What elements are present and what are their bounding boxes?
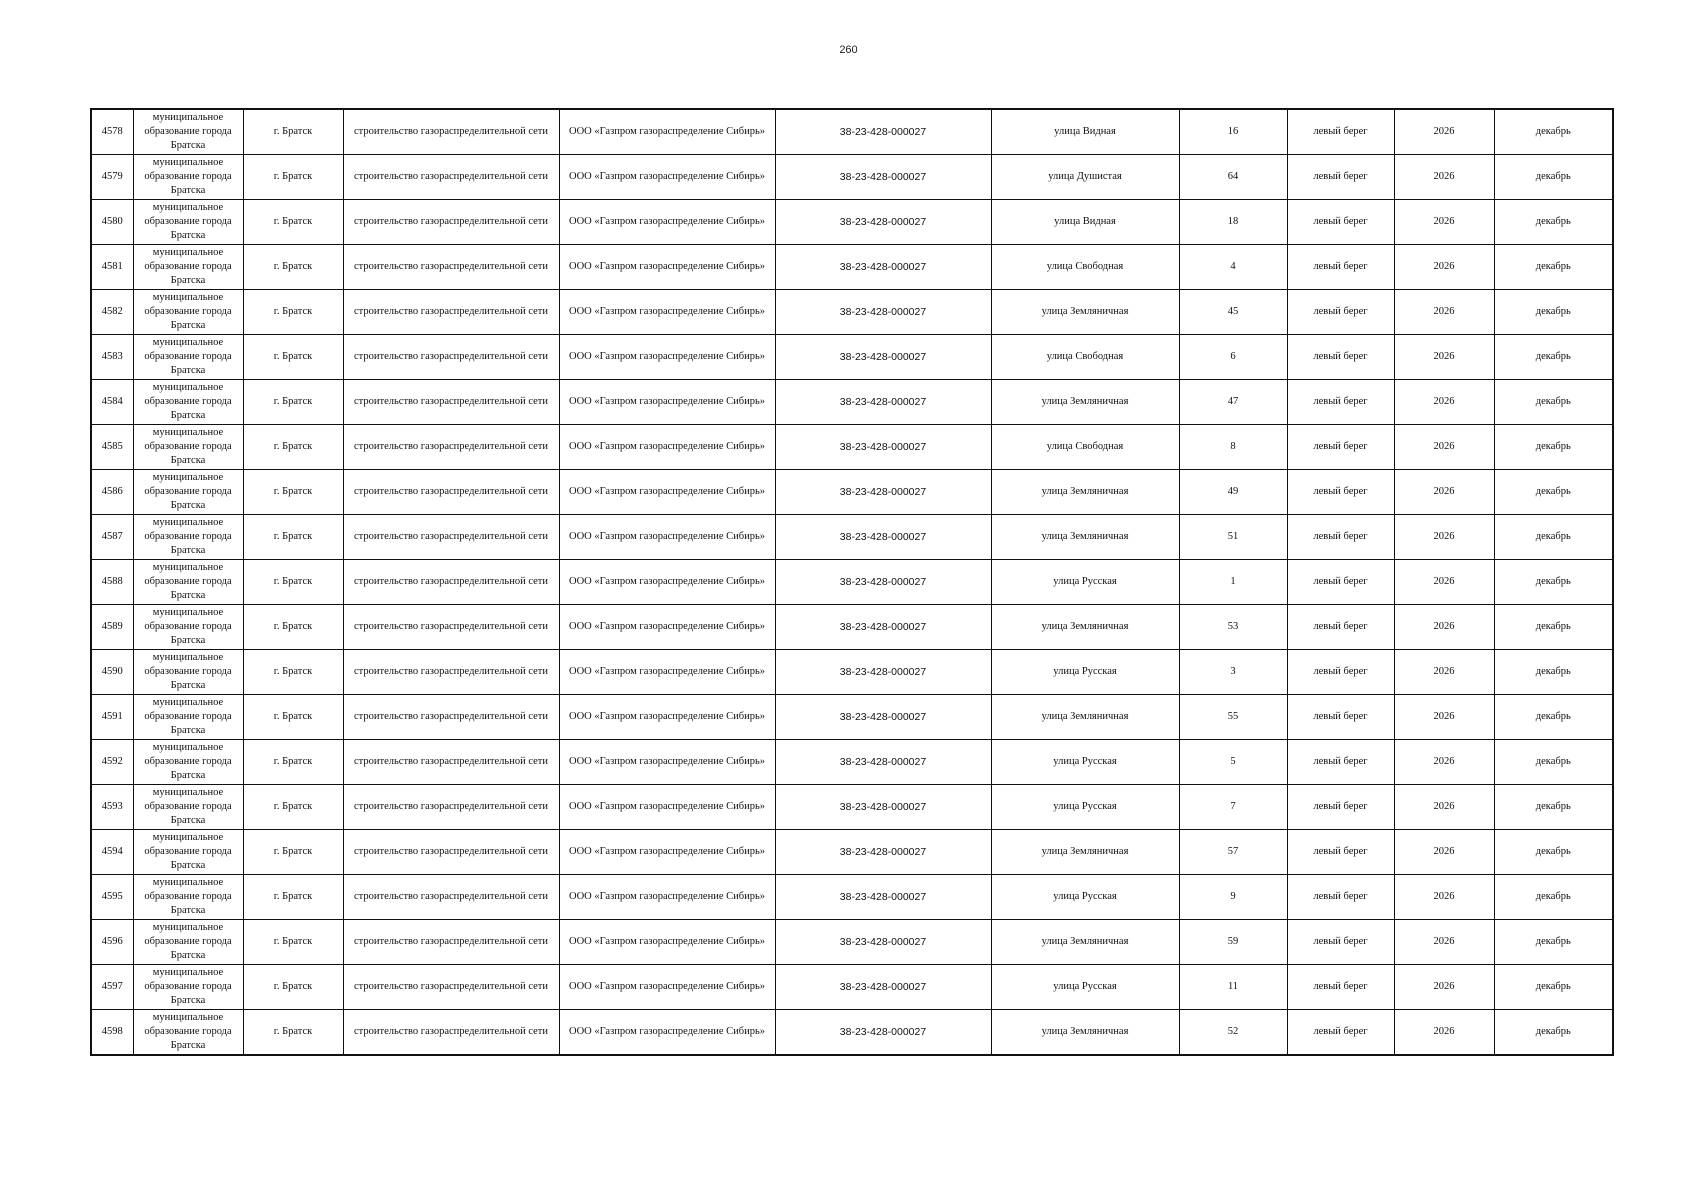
month-cell: декабрь: [1494, 785, 1613, 830]
municipality-cell: муниципальное образование города Братска: [133, 200, 243, 245]
municipality-cell: муниципальное образование города Братска: [133, 785, 243, 830]
organization-cell: ООО «Газпром газораспределение Сибирь»: [559, 1010, 775, 1056]
year-cell: 2026: [1394, 335, 1494, 380]
month-cell: декабрь: [1494, 200, 1613, 245]
city-cell: г. Братск: [243, 335, 343, 380]
object-code-cell: 38-23-428-000027: [775, 470, 991, 515]
year-cell: 2026: [1394, 1010, 1494, 1056]
organization-cell: ООО «Газпром газораспределение Сибирь»: [559, 785, 775, 830]
city-cell: г. Братск: [243, 650, 343, 695]
table-row: [91, 155, 1613, 200]
municipality-cell: муниципальное образование города Братска: [133, 740, 243, 785]
work-type-cell: строительство газораспределительной сети: [343, 830, 559, 875]
row-number: 4579: [91, 155, 133, 200]
month-cell: декабрь: [1494, 515, 1613, 560]
organization-cell: ООО «Газпром газораспределение Сибирь»: [559, 560, 775, 605]
house-number-cell: 6: [1179, 335, 1287, 380]
work-type-cell: строительство газораспределительной сети: [343, 245, 559, 290]
table-row: [91, 605, 1613, 650]
month-cell: декабрь: [1494, 560, 1613, 605]
month-cell: декабрь: [1494, 830, 1613, 875]
table-row: [91, 785, 1613, 830]
house-number-cell: 7: [1179, 785, 1287, 830]
object-code-cell: 38-23-428-000027: [775, 425, 991, 470]
house-number-cell: 4: [1179, 245, 1287, 290]
organization-cell: ООО «Газпром газораспределение Сибирь»: [559, 109, 775, 155]
table-row: [91, 380, 1613, 425]
year-cell: 2026: [1394, 425, 1494, 470]
object-code-cell: 38-23-428-000027: [775, 740, 991, 785]
house-number-cell: 5: [1179, 740, 1287, 785]
work-type-cell: строительство газораспределительной сети: [343, 965, 559, 1010]
row-number: 4582: [91, 290, 133, 335]
organization-cell: ООО «Газпром газораспределение Сибирь»: [559, 695, 775, 740]
month-cell: декабрь: [1494, 380, 1613, 425]
house-number-cell: 16: [1179, 109, 1287, 155]
house-number-cell: 45: [1179, 290, 1287, 335]
city-cell: г. Братск: [243, 290, 343, 335]
row-number: 4591: [91, 695, 133, 740]
river-bank-cell: левый берег: [1287, 1010, 1394, 1056]
house-number-cell: 3: [1179, 650, 1287, 695]
work-type-cell: строительство газораспределительной сети: [343, 560, 559, 605]
house-number-cell: 1: [1179, 560, 1287, 605]
object-code-cell: 38-23-428-000027: [775, 155, 991, 200]
table-row: [91, 1010, 1613, 1056]
year-cell: 2026: [1394, 515, 1494, 560]
table-row: [91, 425, 1613, 470]
organization-cell: ООО «Газпром газораспределение Сибирь»: [559, 830, 775, 875]
work-type-cell: строительство газораспределительной сети: [343, 875, 559, 920]
row-number: 4598: [91, 1010, 133, 1056]
table-row: [91, 560, 1613, 605]
street-cell: улица Земляничная: [991, 605, 1179, 650]
object-code-cell: 38-23-428-000027: [775, 695, 991, 740]
row-number: 4583: [91, 335, 133, 380]
work-type-cell: строительство газораспределительной сети: [343, 1010, 559, 1056]
table-row: [91, 470, 1613, 515]
municipality-cell: муниципальное образование города Братска: [133, 875, 243, 920]
month-cell: декабрь: [1494, 650, 1613, 695]
street-cell: улица Видная: [991, 109, 1179, 155]
object-code-cell: 38-23-428-000027: [775, 965, 991, 1010]
house-number-cell: 59: [1179, 920, 1287, 965]
row-number: 4597: [91, 965, 133, 1010]
city-cell: г. Братск: [243, 515, 343, 560]
row-number: 4581: [91, 245, 133, 290]
table-row: [91, 650, 1613, 695]
river-bank-cell: левый берег: [1287, 605, 1394, 650]
object-code-cell: 38-23-428-000027: [775, 605, 991, 650]
year-cell: 2026: [1394, 470, 1494, 515]
work-type-cell: строительство газораспределительной сети: [343, 740, 559, 785]
river-bank-cell: левый берег: [1287, 920, 1394, 965]
object-code-cell: 38-23-428-000027: [775, 245, 991, 290]
river-bank-cell: левый берег: [1287, 785, 1394, 830]
city-cell: г. Братск: [243, 560, 343, 605]
year-cell: 2026: [1394, 380, 1494, 425]
organization-cell: ООО «Газпром газораспределение Сибирь»: [559, 875, 775, 920]
work-type-cell: строительство газораспределительной сети: [343, 380, 559, 425]
month-cell: декабрь: [1494, 335, 1613, 380]
street-cell: улица Земляничная: [991, 695, 1179, 740]
year-cell: 2026: [1394, 875, 1494, 920]
street-cell: улица Земляничная: [991, 290, 1179, 335]
year-cell: 2026: [1394, 785, 1494, 830]
table-row: [91, 290, 1613, 335]
table-row: [91, 200, 1613, 245]
row-number: 4580: [91, 200, 133, 245]
work-type-cell: строительство газораспределительной сети: [343, 155, 559, 200]
row-number: 4586: [91, 470, 133, 515]
work-type-cell: строительство газораспределительной сети: [343, 515, 559, 560]
object-code-cell: 38-23-428-000027: [775, 1010, 991, 1056]
table-row: [91, 875, 1613, 920]
street-cell: улица Земляничная: [991, 830, 1179, 875]
municipality-cell: муниципальное образование города Братска: [133, 425, 243, 470]
municipality-cell: муниципальное образование города Братска: [133, 605, 243, 650]
organization-cell: ООО «Газпром газораспределение Сибирь»: [559, 740, 775, 785]
month-cell: декабрь: [1494, 155, 1613, 200]
object-code-cell: 38-23-428-000027: [775, 560, 991, 605]
object-code-cell: 38-23-428-000027: [775, 830, 991, 875]
municipality-cell: муниципальное образование города Братска: [133, 965, 243, 1010]
street-cell: улица Русская: [991, 965, 1179, 1010]
organization-cell: ООО «Газпром газораспределение Сибирь»: [559, 965, 775, 1010]
registry-table: [90, 108, 1614, 1056]
street-cell: улица Русская: [991, 560, 1179, 605]
table-row: [91, 245, 1613, 290]
month-cell: декабрь: [1494, 920, 1613, 965]
organization-cell: ООО «Газпром газораспределение Сибирь»: [559, 605, 775, 650]
row-number: 4590: [91, 650, 133, 695]
table-body: [91, 109, 1613, 1055]
river-bank-cell: левый берег: [1287, 830, 1394, 875]
row-number: 4596: [91, 920, 133, 965]
city-cell: г. Братск: [243, 920, 343, 965]
object-code-cell: 38-23-428-000027: [775, 920, 991, 965]
table-row: [91, 920, 1613, 965]
month-cell: декабрь: [1494, 470, 1613, 515]
municipality-cell: муниципальное образование города Братска: [133, 515, 243, 560]
city-cell: г. Братск: [243, 425, 343, 470]
year-cell: 2026: [1394, 109, 1494, 155]
city-cell: г. Братск: [243, 109, 343, 155]
row-number: 4592: [91, 740, 133, 785]
table-row: [91, 830, 1613, 875]
organization-cell: ООО «Газпром газораспределение Сибирь»: [559, 200, 775, 245]
month-cell: декабрь: [1494, 740, 1613, 785]
city-cell: г. Братск: [243, 200, 343, 245]
table-row: [91, 740, 1613, 785]
house-number-cell: 47: [1179, 380, 1287, 425]
city-cell: г. Братск: [243, 245, 343, 290]
row-number: 4584: [91, 380, 133, 425]
table-row: [91, 515, 1613, 560]
month-cell: декабрь: [1494, 875, 1613, 920]
row-number: 4588: [91, 560, 133, 605]
work-type-cell: строительство газораспределительной сети: [343, 290, 559, 335]
row-number: 4587: [91, 515, 133, 560]
house-number-cell: 51: [1179, 515, 1287, 560]
work-type-cell: строительство газораспределительной сети: [343, 785, 559, 830]
river-bank-cell: левый берег: [1287, 425, 1394, 470]
house-number-cell: 53: [1179, 605, 1287, 650]
object-code-cell: 38-23-428-000027: [775, 290, 991, 335]
street-cell: улица Земляничная: [991, 380, 1179, 425]
work-type-cell: строительство газораспределительной сети: [343, 200, 559, 245]
municipality-cell: муниципальное образование города Братска: [133, 470, 243, 515]
municipality-cell: муниципальное образование города Братска: [133, 695, 243, 740]
municipality-cell: муниципальное образование города Братска: [133, 155, 243, 200]
month-cell: декабрь: [1494, 109, 1613, 155]
object-code-cell: 38-23-428-000027: [775, 380, 991, 425]
house-number-cell: 52: [1179, 1010, 1287, 1056]
street-cell: улица Земляничная: [991, 1010, 1179, 1056]
street-cell: улица Свободная: [991, 425, 1179, 470]
municipality-cell: муниципальное образование города Братска: [133, 920, 243, 965]
object-code-cell: 38-23-428-000027: [775, 109, 991, 155]
row-number: 4578: [91, 109, 133, 155]
street-cell: улица Свободная: [991, 335, 1179, 380]
city-cell: г. Братск: [243, 830, 343, 875]
street-cell: улица Русская: [991, 650, 1179, 695]
row-number: 4585: [91, 425, 133, 470]
row-number: 4594: [91, 830, 133, 875]
organization-cell: ООО «Газпром газораспределение Сибирь»: [559, 245, 775, 290]
street-cell: улица Свободная: [991, 245, 1179, 290]
street-cell: улица Земляничная: [991, 470, 1179, 515]
work-type-cell: строительство газораспределительной сети: [343, 425, 559, 470]
house-number-cell: 64: [1179, 155, 1287, 200]
year-cell: 2026: [1394, 830, 1494, 875]
organization-cell: ООО «Газпром газораспределение Сибирь»: [559, 290, 775, 335]
object-code-cell: 38-23-428-000027: [775, 650, 991, 695]
object-code-cell: 38-23-428-000027: [775, 515, 991, 560]
organization-cell: ООО «Газпром газораспределение Сибирь»: [559, 470, 775, 515]
year-cell: 2026: [1394, 200, 1494, 245]
organization-cell: ООО «Газпром газораспределение Сибирь»: [559, 425, 775, 470]
river-bank-cell: левый берег: [1287, 740, 1394, 785]
city-cell: г. Братск: [243, 875, 343, 920]
city-cell: г. Братск: [243, 785, 343, 830]
city-cell: г. Братск: [243, 155, 343, 200]
river-bank-cell: левый берег: [1287, 875, 1394, 920]
river-bank-cell: левый берег: [1287, 335, 1394, 380]
month-cell: декабрь: [1494, 965, 1613, 1010]
house-number-cell: 49: [1179, 470, 1287, 515]
municipality-cell: муниципальное образование города Братска: [133, 650, 243, 695]
city-cell: г. Братск: [243, 470, 343, 515]
street-cell: улица Земляничная: [991, 515, 1179, 560]
object-code-cell: 38-23-428-000027: [775, 785, 991, 830]
municipality-cell: муниципальное образование города Братска: [133, 380, 243, 425]
river-bank-cell: левый берег: [1287, 650, 1394, 695]
organization-cell: ООО «Газпром газораспределение Сибирь»: [559, 650, 775, 695]
river-bank-cell: левый берег: [1287, 109, 1394, 155]
street-cell: улица Русская: [991, 785, 1179, 830]
year-cell: 2026: [1394, 920, 1494, 965]
table-row: [91, 335, 1613, 380]
municipality-cell: муниципальное образование города Братска: [133, 245, 243, 290]
month-cell: декабрь: [1494, 245, 1613, 290]
work-type-cell: строительство газораспределительной сети: [343, 695, 559, 740]
year-cell: 2026: [1394, 245, 1494, 290]
municipality-cell: муниципальное образование города Братска: [133, 290, 243, 335]
river-bank-cell: левый берег: [1287, 470, 1394, 515]
city-cell: г. Братск: [243, 1010, 343, 1056]
organization-cell: ООО «Газпром газораспределение Сибирь»: [559, 155, 775, 200]
house-number-cell: 55: [1179, 695, 1287, 740]
year-cell: 2026: [1394, 740, 1494, 785]
street-cell: улица Русская: [991, 875, 1179, 920]
work-type-cell: строительство газораспределительной сети: [343, 109, 559, 155]
street-cell: улица Видная: [991, 200, 1179, 245]
river-bank-cell: левый берег: [1287, 695, 1394, 740]
house-number-cell: 18: [1179, 200, 1287, 245]
table-row: [91, 965, 1613, 1010]
year-cell: 2026: [1394, 560, 1494, 605]
row-number: 4589: [91, 605, 133, 650]
street-cell: улица Земляничная: [991, 920, 1179, 965]
river-bank-cell: левый берег: [1287, 965, 1394, 1010]
street-cell: улица Душистая: [991, 155, 1179, 200]
river-bank-cell: левый берег: [1287, 290, 1394, 335]
river-bank-cell: левый берег: [1287, 380, 1394, 425]
house-number-cell: 9: [1179, 875, 1287, 920]
year-cell: 2026: [1394, 695, 1494, 740]
year-cell: 2026: [1394, 650, 1494, 695]
month-cell: декабрь: [1494, 290, 1613, 335]
month-cell: декабрь: [1494, 425, 1613, 470]
year-cell: 2026: [1394, 290, 1494, 335]
year-cell: 2026: [1394, 605, 1494, 650]
city-cell: г. Братск: [243, 965, 343, 1010]
work-type-cell: строительство газораспределительной сети: [343, 335, 559, 380]
river-bank-cell: левый берег: [1287, 515, 1394, 560]
work-type-cell: строительство газораспределительной сети: [343, 920, 559, 965]
organization-cell: ООО «Газпром газораспределение Сибирь»: [559, 920, 775, 965]
table-row: [91, 695, 1613, 740]
page-number: 260: [839, 44, 858, 56]
table-row: [91, 109, 1613, 155]
house-number-cell: 11: [1179, 965, 1287, 1010]
river-bank-cell: левый берег: [1287, 560, 1394, 605]
object-code-cell: 38-23-428-000027: [775, 335, 991, 380]
work-type-cell: строительство газораспределительной сети: [343, 605, 559, 650]
month-cell: декабрь: [1494, 695, 1613, 740]
city-cell: г. Братск: [243, 740, 343, 785]
organization-cell: ООО «Газпром газораспределение Сибирь»: [559, 515, 775, 560]
object-code-cell: 38-23-428-000027: [775, 200, 991, 245]
city-cell: г. Братск: [243, 380, 343, 425]
river-bank-cell: левый берег: [1287, 245, 1394, 290]
organization-cell: ООО «Газпром газораспределение Сибирь»: [559, 335, 775, 380]
city-cell: г. Братск: [243, 605, 343, 650]
year-cell: 2026: [1394, 155, 1494, 200]
municipality-cell: муниципальное образование города Братска: [133, 1010, 243, 1056]
row-number: 4595: [91, 875, 133, 920]
house-number-cell: 8: [1179, 425, 1287, 470]
municipality-cell: муниципальное образование города Братска: [133, 830, 243, 875]
month-cell: декабрь: [1494, 1010, 1613, 1056]
month-cell: декабрь: [1494, 605, 1613, 650]
river-bank-cell: левый берег: [1287, 155, 1394, 200]
street-cell: улица Русская: [991, 740, 1179, 785]
house-number-cell: 57: [1179, 830, 1287, 875]
municipality-cell: муниципальное образование города Братска: [133, 560, 243, 605]
object-code-cell: 38-23-428-000027: [775, 875, 991, 920]
work-type-cell: строительство газораспределительной сети: [343, 650, 559, 695]
row-number: 4593: [91, 785, 133, 830]
municipality-cell: муниципальное образование города Братска: [133, 335, 243, 380]
municipality-cell: муниципальное образование города Братска: [133, 109, 243, 155]
organization-cell: ООО «Газпром газораспределение Сибирь»: [559, 380, 775, 425]
river-bank-cell: левый берег: [1287, 200, 1394, 245]
work-type-cell: строительство газораспределительной сети: [343, 470, 559, 515]
city-cell: г. Братск: [243, 695, 343, 740]
year-cell: 2026: [1394, 965, 1494, 1010]
